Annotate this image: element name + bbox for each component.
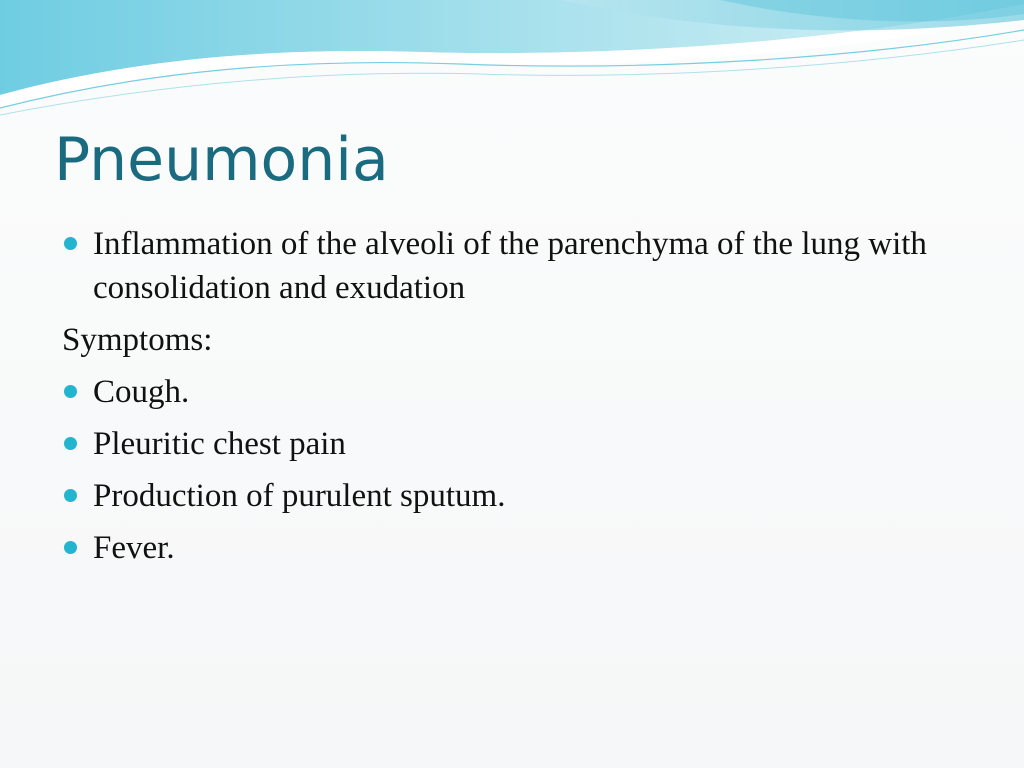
section-label-text: Symptoms: [62, 322, 213, 358]
section-label [60, 318, 980, 362]
bullet-dot-icon [64, 237, 77, 250]
bullet-item [60, 222, 980, 310]
bullet-item [60, 526, 980, 570]
bullet-dot-icon [64, 489, 77, 502]
bullet-text: Cough. [93, 374, 190, 410]
bullet-text: Inflammation of the alveoli of the parenchyma of the lung with consolidation and exudation [93, 226, 927, 306]
wave-header-decoration [0, 0, 1024, 130]
bullet-dot-icon [64, 385, 77, 398]
slide-content [60, 222, 980, 578]
bullet-item [60, 474, 980, 518]
bullet-dot-icon [64, 541, 77, 554]
bullet-item [60, 370, 980, 414]
bullet-text: Production of purulent sputum. [93, 478, 506, 514]
slide-title: Pneumonia [54, 125, 389, 195]
bullet-text: Pleuritic chest pain [93, 426, 346, 462]
bullet-text: Fever. [93, 530, 175, 566]
bullet-item [60, 422, 980, 466]
bullet-dot-icon [64, 437, 77, 450]
